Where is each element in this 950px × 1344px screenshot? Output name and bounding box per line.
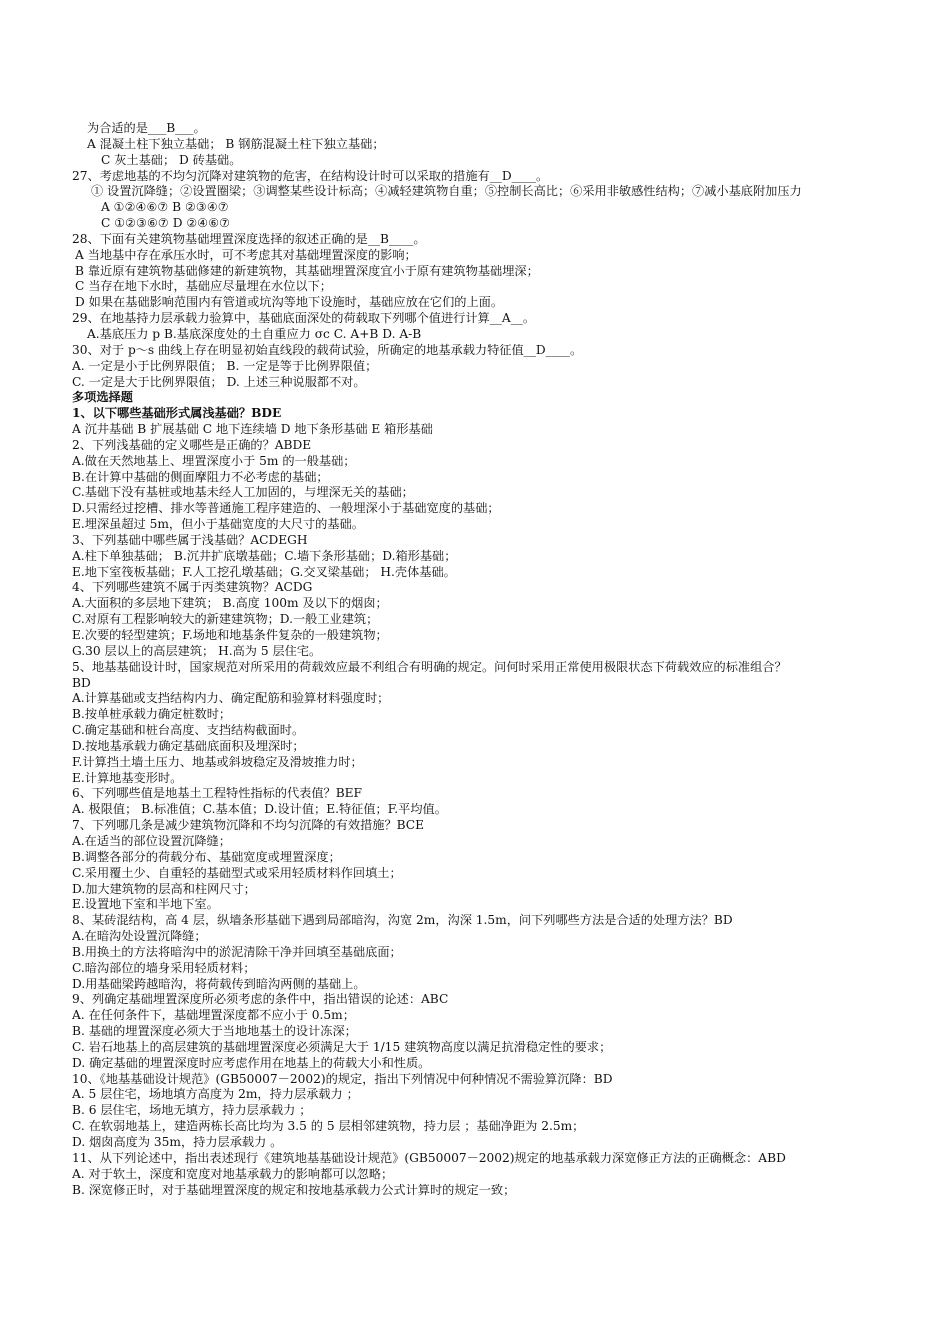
text-line: C 灰土基础； D 砖基础。 xyxy=(101,152,242,167)
text-line: D.按地基承载力确定基础底面积及埋深时； xyxy=(72,738,305,753)
text-line: A.在适当的部位设置沉降缝； xyxy=(72,833,231,848)
text-line: G.30 层以上的高层建筑； H.高为 5 层住宅。 xyxy=(72,643,322,658)
text-line: D.加大建筑物的层高和柱网尺寸； xyxy=(72,881,256,896)
text-line: A. 5 层住宅，场地填方高度为 2m，持力层承载力 ； xyxy=(72,1087,359,1102)
text-line: A.做在天然地基上、埋置深度小于 5m 的一般基础； xyxy=(72,453,356,468)
text-line: B.按单桩承载力确定桩数时； xyxy=(72,707,232,722)
text-line: E.埋深虽超过 5m，但小于基础宽度的大尺寸的基础。 xyxy=(72,517,364,532)
text-line: C.对原有工程影响较大的新建建筑物；D.一般工业建筑； xyxy=(72,612,379,627)
text-line: D.只需经过挖槽、排水等普通施工程序建造的、一般埋深小于基础宽度的基础； xyxy=(72,501,500,516)
text-line: B. 6 层住宅，场地无填方，持力层承载力 ； xyxy=(72,1103,312,1118)
text-line: C ①②③⑥⑦ D ②④⑥⑦ xyxy=(101,216,231,231)
text-line: 4、下列哪些建筑不属于丙类建筑物？ACDG xyxy=(72,580,313,595)
text-line: A.在暗沟处设置沉降缝； xyxy=(72,929,207,944)
text-line: C.基础下没有基桩或地基未经人工加固的，与埋深无关的基础； xyxy=(72,485,414,500)
single-choice-continuation xyxy=(72,121,902,390)
text-line: 7、下列哪几条是减少建筑物沉降和不均匀沉降的有效措施？BCE xyxy=(72,818,425,833)
text-line: C. 岩石地基上的高层建筑的基础埋置深度必须满足大于 1/15 建筑物高度以满足抗滑稳定性的要求； xyxy=(72,1039,612,1054)
text-line: 6、下列哪些值是地基土工程特性指标的代表值？BEF xyxy=(72,786,363,801)
text-line: C.暗沟部位的墙身采用轻质材料； xyxy=(72,960,256,975)
text-line: 10、《地基基础设计规范》(GB50007－2002)的规定，指出下列情况中何种情况不需验算沉降：BD xyxy=(72,1071,613,1086)
text-line: B. 深宽修正时，对于基础埋置深度的规定和按地基承载力公式计算时的规定一致； xyxy=(72,1182,516,1197)
text-line: C.确定基础和桩台高度、支挡结构截面时。 xyxy=(72,723,305,738)
text-line: 29、在地基持力层承载力验算中，基础底面深处的荷载取下列哪个值进行计算__A__。 xyxy=(72,311,536,326)
text-line: A.柱下单独基础； B.沉井扩底墩基础；C.墙下条形基础；D.箱形基础； xyxy=(72,548,457,563)
text-line: A ①②④⑥⑦ B ②③④⑦ xyxy=(101,200,229,215)
text-line: 9、列确定基础埋置深度所必须考虑的条件中，指出错误的论述：ABC xyxy=(72,992,449,1007)
text-line: D. 烟囱高度为 35m，持力层承载力 。 xyxy=(72,1135,283,1149)
multiple-choice-section xyxy=(72,406,902,1198)
text-line: A. 对于软土，深度和宽度对地基承载力的影响都可以忽略； xyxy=(72,1166,394,1181)
text-line: E.计算地基变形时。 xyxy=(72,770,183,785)
text-line: 8、某砖混结构，高 4 层，纵墙条形基础下遇到局部暗沟，沟宽 2m，沟深 1.5m，问下列哪些方法是合适的处理方法？BD xyxy=(72,913,733,928)
text-line: 30、对于 p～s 曲线上存在明显初始直线段的载荷试验，所确定的地基承载力特征值__D____。 xyxy=(72,342,583,357)
document-body xyxy=(72,121,902,1198)
text-line: BD xyxy=(72,675,91,690)
text-line: 28、下面有关建筑物基础埋置深度选择的叙述正确的是__B____。 xyxy=(72,231,426,246)
text-line: B.在计算中基础的侧面摩阻力不必考虑的基础； xyxy=(72,469,329,484)
text-line: A. 一定是小于比例界限值； B. 一定是等于比例界限值； xyxy=(72,358,378,373)
text-line: D. 确定基础的埋置深度时应考虑作用在地基上的荷载大小和性质。 xyxy=(72,1055,431,1070)
text-line: F.计算挡土墙土压力、地基或斜坡稳定及滑坡推力时； xyxy=(72,754,363,769)
text-line: B.用换土的方法将暗沟中的淤泥清除干净并回填至基础底面； xyxy=(72,944,402,959)
text-line: A 当地基中存在承压水时，可不考虑其对基础埋置深度的影响； xyxy=(75,247,417,262)
text-line: A.基底压力 p B.基底深度处的土自重应力 σc C. A+B D. A-B xyxy=(87,326,422,341)
text-line: 为合适的是___B___。 xyxy=(87,121,206,135)
text-line: C.采用覆土少、自重轻的基础型式或采用轻质材料作回填土； xyxy=(72,865,402,880)
text-line: B.调整各部分的荷载分布、基础宽度或埋置深度； xyxy=(72,849,341,864)
text-line: 3、下列基础中哪些属于浅基础？ACDEGH xyxy=(72,532,308,547)
text-line: A. 极限值； B.标准值；C.基本值；D.设计值；E.特征值；F.平均值。 xyxy=(72,802,447,817)
text-line: C. 在软弱地基上，建造两栋长高比均为 3.5 的 5 层相邻建筑物，持力层 ；基础净距为 2.5m； xyxy=(72,1119,585,1134)
section-title: 多项选择题 xyxy=(72,390,133,405)
text-line: C 当存在地下水时，基础应尽量埋在水位以下； xyxy=(75,279,332,294)
text-line: A 混凝土柱下独立基础； B 钢筋混凝土柱下独立基础； xyxy=(87,136,385,151)
text-line: A.大面积的多层地下建筑； B.高度 100m 及以下的烟囱； xyxy=(72,596,388,611)
text-line: 2、下列浅基础的定义哪些是正确的？ABDE xyxy=(72,437,312,452)
text-line: ① 设置沉降缝；②设置圈梁；③调整某些设计标高；④减轻建筑物自重；⑤控制长高比；⑥采用非敏感性结构；⑦减小基底附加压力 xyxy=(91,184,802,199)
text-line: A.计算基础或支挡结构内力、确定配筋和验算材料强度时； xyxy=(72,691,390,706)
text-line: E.地下室筏板基础；F.人工挖孔墩基础；G.交叉梁基础； H.壳体基础。 xyxy=(72,564,456,579)
text-line: E.设置地下室和半地下室。 xyxy=(72,897,219,912)
text-line: A 沉井基础 B 扩展基础 C 地下连续墙 D 地下条形基础 E 箱形基础 xyxy=(72,422,433,437)
text-line: 27、考虑地基的不均匀沉降对建筑物的危害，在结构设计时可以采取的措施有__D____。 xyxy=(72,168,549,183)
text-line: A. 在任何条件下，基础埋置深度都不应小于 0.5m； xyxy=(72,1008,355,1023)
text-line: B. 基础的埋置深度必须大于当地地基土的设计冻深； xyxy=(72,1024,357,1039)
text-line: 11、从下列论述中，指出表述现行《建筑地基基础设计规范》(GB50007－2002)规定的地基承载力深宽修正方法的正确概念：ABD xyxy=(72,1150,786,1165)
text-line: D.用基础梁跨越暗沟，将荷载传到暗沟两侧的基础上。 xyxy=(72,976,366,991)
text-line: C. 一定是大于比例界限值； D. 上述三种说服都不对。 xyxy=(72,374,366,389)
text-line: 1、以下哪些基础形式属浅基础？BDE xyxy=(72,406,282,421)
text-line: D 如果在基础影响范围内有管道或坑沟等地下设施时，基础应放在它们的上面。 xyxy=(75,295,504,310)
text-line: E.次要的轻型建筑；F.场地和地基条件复杂的一般建筑物； xyxy=(72,628,388,642)
text-line: B 靠近原有建筑物基础修建的新建筑物，其基础埋置深度宜小于原有建筑物基础埋深； xyxy=(75,263,539,278)
text-line: 5、地基基础设计时，国家规范对所采用的荷载效应最不利组合有明确的规定。问何时采用正常使用极限状态下荷载效应的标准组合？ xyxy=(72,659,787,674)
